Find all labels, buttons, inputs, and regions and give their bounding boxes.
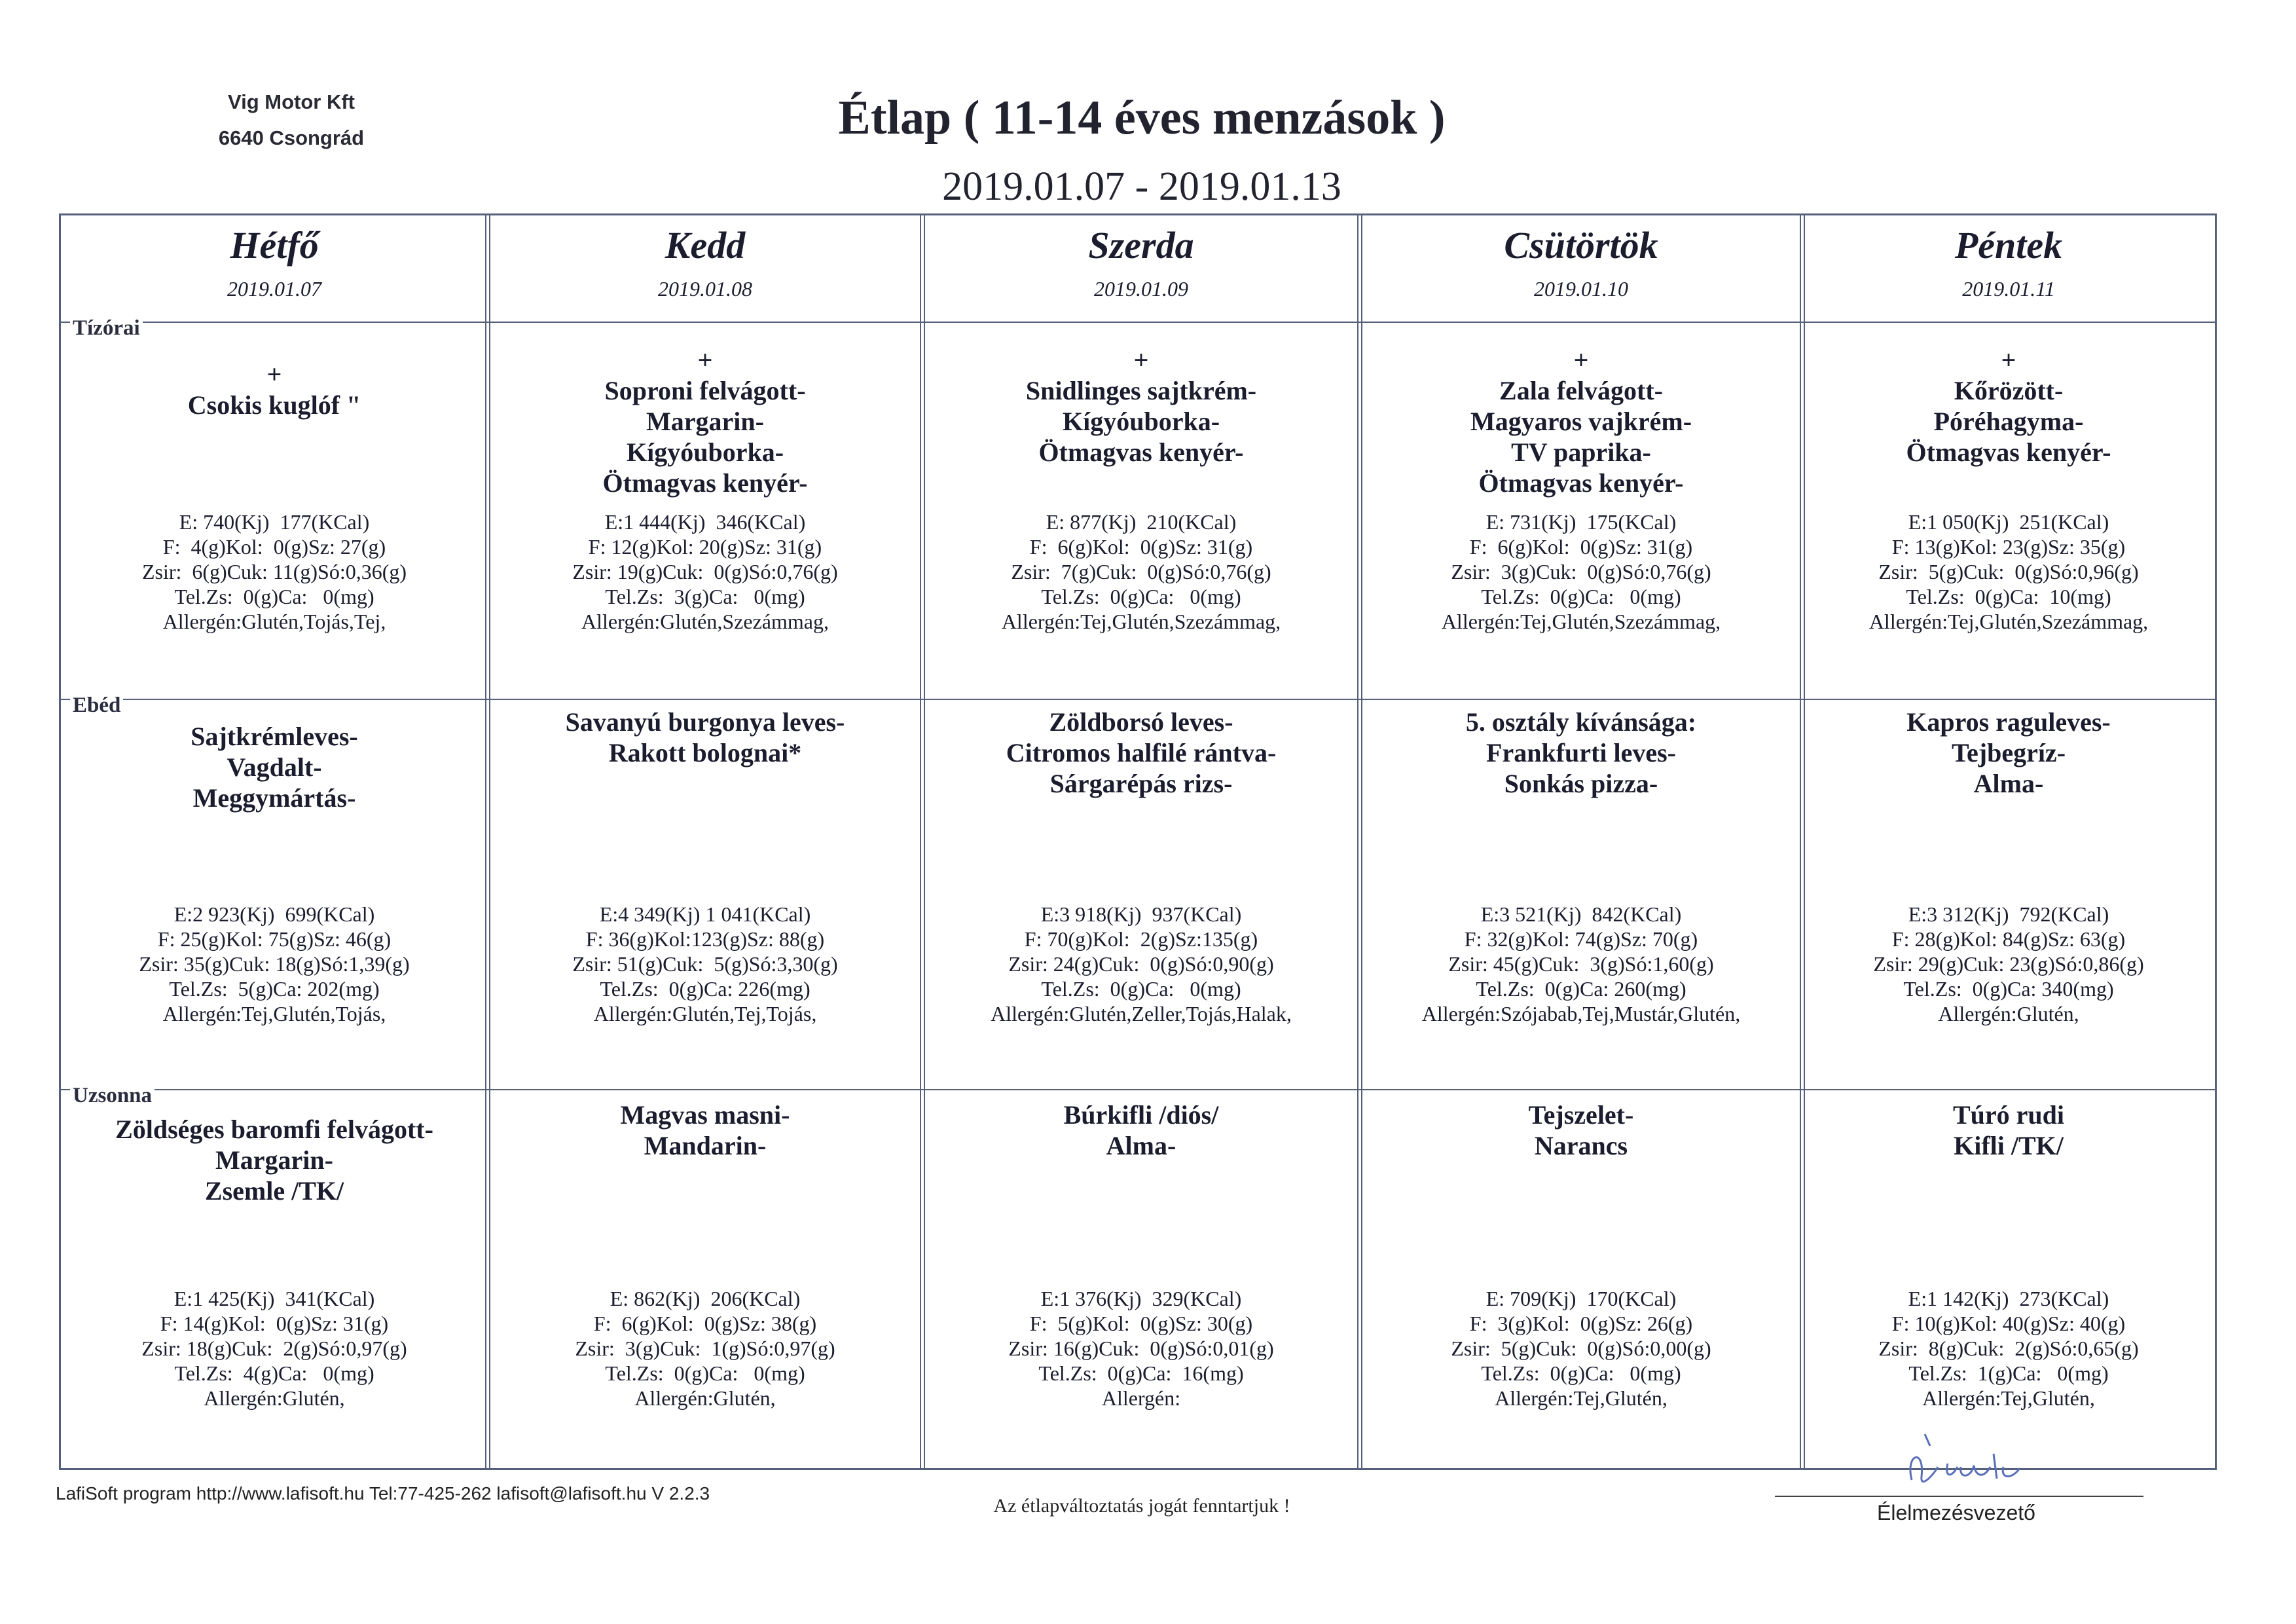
meal-item: Rakott bolognai* — [608, 738, 802, 767]
row-label: Uzsonna — [70, 1084, 155, 1108]
nutrition-line: Zsir: 6(g)Cuk: 11(g)Só:0,36(g) — [141, 560, 407, 583]
day-name: Szerda — [1088, 224, 1194, 267]
meal-items — [61, 359, 488, 420]
nutrition-line: F: 6(g)Kol: 0(g)Sz: 31(g) — [1029, 535, 1253, 559]
meal-item: + — [1573, 345, 1589, 375]
meal-item: Sárgarépás rizs- — [1049, 769, 1233, 798]
nutrition-info — [1802, 509, 2215, 634]
nutrition-line: E:1 376(Kj) 329(KCal) — [1040, 1287, 1242, 1310]
meal-item: Zala felvágott- — [1499, 376, 1663, 405]
meal-items — [1360, 707, 1802, 799]
nutrition-info — [922, 1286, 1360, 1411]
nutrition-line: Zsir: 8(g)Cuk: 2(g)Só:0,65(g) — [1878, 1337, 2139, 1360]
nutrition-line: Tel.Zs: 4(g)Ca: 0(mg) — [174, 1361, 374, 1385]
nutrition-line: Tel.Zs: 0(g)Ca: 0(mg) — [1041, 585, 1241, 608]
nutrition-line: F: 13(g)Kol: 23(g)Sz: 35(g) — [1891, 535, 2126, 559]
nutrition-line: Tel.Zs: 0(g)Ca: 0(mg) — [1481, 585, 1681, 608]
meal-items — [922, 707, 1360, 799]
nutrition-info — [922, 902, 1360, 1026]
day-date: 2019.01.09 — [1094, 277, 1188, 301]
nutrition-line: F: 70(g)Kol: 2(g)Sz:135(g) — [1024, 927, 1258, 951]
meal-item: + — [1133, 345, 1149, 375]
nutrition-line: Allergén:Tej,Glutén,Szezámmag, — [1868, 610, 2149, 633]
meal-item: Sonkás pizza- — [1504, 769, 1658, 798]
meal-item: Tejbegríz- — [1951, 738, 2066, 767]
meal-items — [488, 344, 922, 498]
meal-item: Magyaros vajkrém- — [1470, 407, 1692, 436]
day-column-1 — [488, 215, 922, 1468]
meal-item: Soproni felvágott- — [604, 376, 806, 405]
nutrition-info — [1802, 1286, 2215, 1411]
nutrition-line: Allergén:Tej,Glutén, — [1495, 1386, 1667, 1410]
nutrition-line: Tel.Zs: 0(g)Ca: 260(mg) — [1476, 977, 1686, 1001]
nutrition-line: F: 6(g)Kol: 0(g)Sz: 31(g) — [1469, 535, 1693, 559]
nutrition-line: Zsir: 45(g)Cuk: 3(g)Só:1,60(g) — [1448, 952, 1714, 976]
nutrition-line: E:2 923(Kj) 699(KCal) — [173, 902, 375, 926]
nutrition-info — [488, 509, 922, 634]
nutrition-line: E: 862(Kj) 206(KCal) — [610, 1287, 801, 1310]
meal-item: Mandarin- — [644, 1131, 767, 1160]
meal-item: Kifli /TK/ — [1954, 1131, 2064, 1160]
nutrition-line: Allergén:Tej,Glutén,Szezámmag, — [1001, 610, 1281, 633]
nutrition-line: Allergén:Tej,Glutén,Szezámmag, — [1441, 610, 1721, 633]
nutrition-line: F: 28(g)Kol: 84(g)Sz: 63(g) — [1891, 927, 2126, 951]
meal-item: Ötmagvas kenyér- — [1478, 468, 1684, 498]
day-date: 2019.01.07 — [227, 277, 321, 301]
nutrition-line: Allergén:Szójabab,Tej,Mustár,Glutén, — [1421, 1002, 1741, 1025]
nutrition-line: E: 731(Kj) 175(KCal) — [1485, 510, 1677, 534]
meal-items — [1802, 344, 2215, 468]
nutrition-line: Tel.Zs: 0(g)Ca: 0(mg) — [174, 585, 374, 608]
meal-item: + — [2001, 345, 2016, 375]
day-date: 2019.01.11 — [1962, 277, 2055, 301]
nutrition-line: Zsir: 3(g)Cuk: 0(g)Só:0,76(g) — [1451, 560, 1711, 583]
day-name: Hétfő — [230, 224, 319, 267]
meal-item: + — [266, 360, 282, 389]
meal-item: Túró rudi — [1952, 1100, 2065, 1130]
company-address: 6640 Csongrád — [218, 126, 365, 149]
nutrition-info — [488, 1286, 922, 1411]
signature-title: Élelmezésvezető — [1877, 1501, 2035, 1524]
nutrition-line: Zsir: 18(g)Cuk: 2(g)Só:0,97(g) — [141, 1337, 407, 1360]
nutrition-info — [488, 902, 922, 1026]
meal-item: Kapros raguleves- — [1906, 707, 2111, 737]
meal-items — [922, 344, 1360, 468]
meal-item: Póréhagyma- — [1933, 407, 2084, 436]
date-range: 2019.01.07 - 2019.01.13 — [942, 164, 1341, 209]
meal-item: Ötmagvas kenyér- — [602, 468, 808, 498]
meal-item: 5. osztály kívánsága: — [1465, 707, 1697, 737]
menu-table — [59, 213, 2217, 1470]
meal-items — [1802, 1099, 2215, 1161]
nutrition-line: Allergén:Glutén,Tej,Tojás, — [593, 1002, 817, 1025]
meal-item: Citromos halfilé rántva- — [1006, 738, 1277, 767]
meal-item: Savanyú burgonya leves- — [565, 707, 845, 737]
nutrition-line: Zsir: 16(g)Cuk: 0(g)Só:0,01(g) — [1008, 1337, 1274, 1360]
nutrition-line: Tel.Zs: 0(g)Ca: 226(mg) — [600, 977, 811, 1001]
nutrition-line: E: 877(Kj) 210(KCal) — [1046, 510, 1237, 534]
nutrition-line: E:4 349(Kj) 1 041(KCal) — [599, 902, 811, 926]
nutrition-line: E:1 050(Kj) 251(KCal) — [1908, 510, 2109, 534]
nutrition-line: Tel.Zs: 0(g)Ca: 16(mg) — [1038, 1361, 1244, 1385]
nutrition-line: Allergén:Glutén, — [634, 1386, 776, 1410]
meal-items — [1360, 1099, 1802, 1161]
nutrition-line: F: 5(g)Kol: 0(g)Sz: 30(g) — [1029, 1312, 1253, 1335]
meal-item: Zöldséges baromfi felvágott- — [115, 1115, 433, 1144]
nutrition-info — [1360, 902, 1802, 1026]
meal-item: Kőrözött- — [1954, 376, 2064, 405]
nutrition-line: Zsir: 5(g)Cuk: 0(g)Só:0,00(g) — [1451, 1337, 1711, 1360]
meal-items — [1360, 344, 1802, 498]
row-label: Ebéd — [70, 693, 123, 718]
nutrition-info — [61, 902, 488, 1026]
nutrition-line: E: 740(Kj) 177(KCal) — [179, 510, 370, 534]
meal-item: Snidlinges sajtkrém- — [1025, 376, 1257, 405]
meal-item: Sajtkrémleves- — [191, 722, 358, 751]
meal-item: Margarin- — [646, 407, 764, 436]
nutrition-line: Allergén:Tej,Glutén,Tojás, — [162, 1002, 386, 1025]
meal-item: Meggymártás- — [192, 783, 356, 813]
nutrition-line: Tel.Zs: 3(g)Ca: 0(mg) — [605, 585, 805, 608]
nutrition-line: Allergén:Tej,Glutén, — [1922, 1386, 2095, 1410]
nutrition-line: Zsir: 29(g)Cuk: 23(g)Só:0,86(g) — [1873, 952, 2144, 976]
program-info: LafiSoft program http://www.lafisoft.hu Tel:77-425-262 lafisoft@lafisoft.hu V 2.2.3 — [56, 1483, 710, 1504]
nutrition-line: F: 10(g)Kol: 40(g)Sz: 40(g) — [1891, 1312, 2126, 1335]
nutrition-line: F: 12(g)Kol: 20(g)Sz: 31(g) — [588, 535, 822, 559]
day-column-3 — [1360, 215, 1802, 1468]
nutrition-line: Allergén:Glutén, — [1938, 1002, 2079, 1025]
meal-item: Narancs — [1534, 1131, 1628, 1160]
nutrition-line: Zsir: 3(g)Cuk: 1(g)Só:0,97(g) — [575, 1337, 835, 1360]
day-column-2 — [922, 215, 1360, 1468]
nutrition-line: F: 4(g)Kol: 0(g)Sz: 27(g) — [162, 535, 386, 559]
nutrition-line: Tel.Zs: 5(g)Ca: 202(mg) — [169, 977, 380, 1001]
nutrition-line: Zsir: 5(g)Cuk: 0(g)Só:0,96(g) — [1878, 560, 2139, 583]
nutrition-line: F: 25(g)Kol: 75(g)Sz: 46(g) — [157, 927, 392, 951]
nutrition-line: E:3 521(Kj) 842(KCal) — [1480, 902, 1682, 926]
meal-item: Kígyóuborka- — [626, 437, 784, 467]
nutrition-line: F: 14(g)Kol: 0(g)Sz: 31(g) — [160, 1312, 389, 1335]
day-name: Kedd — [665, 224, 746, 267]
meal-item: Ötmagvas kenyér- — [1038, 437, 1244, 467]
meal-item: Margarin- — [215, 1145, 333, 1175]
signature-line — [1775, 1496, 2143, 1497]
nutrition-info — [61, 509, 488, 634]
nutrition-info — [922, 509, 1360, 634]
signature-image — [1899, 1428, 2069, 1500]
meal-items — [1802, 707, 2215, 799]
nutrition-line: Tel.Zs: 0(g)Ca: 0(mg) — [1481, 1361, 1681, 1385]
nutrition-info — [61, 1286, 488, 1411]
nutrition-line: Tel.Zs: 0(g)Ca: 10(mg) — [1906, 585, 2111, 608]
nutrition-info — [1360, 1286, 1802, 1411]
meal-items — [488, 1099, 922, 1161]
day-name: Péntek — [1954, 224, 2063, 267]
nutrition-line: F: 32(g)Kol: 74(g)Sz: 70(g) — [1464, 927, 1698, 951]
nutrition-line: Zsir: 7(g)Cuk: 0(g)Só:0,76(g) — [1011, 560, 1271, 583]
meal-item: Csokis kuglóf " — [187, 390, 361, 420]
day-date: 2019.01.10 — [1534, 277, 1628, 301]
nutrition-line: Tel.Zs: 0(g)Ca: 0(mg) — [1041, 977, 1241, 1001]
nutrition-line: Zsir: 24(g)Cuk: 0(g)Só:0,90(g) — [1008, 952, 1274, 976]
meal-items — [922, 1099, 1360, 1161]
nutrition-line: Allergén: — [1101, 1386, 1181, 1410]
meal-items — [488, 707, 922, 768]
nutrition-line: Allergén:Glutén,Szezámmag, — [581, 610, 829, 633]
nutrition-line: E:1 142(Kj) 273(KCal) — [1908, 1287, 2109, 1310]
meal-item: Frankfurti leves- — [1486, 738, 1676, 767]
nutrition-line: Allergén:Glutén,Tojás,Tej, — [162, 610, 386, 633]
nutrition-line: E:1 425(Kj) 341(KCal) — [173, 1287, 375, 1310]
meal-item: Zöldborsó leves- — [1049, 707, 1233, 737]
nutrition-line: Zsir: 51(g)Cuk: 5(g)Só:3,30(g) — [572, 952, 838, 976]
row-label: Tízórai — [70, 316, 143, 341]
nutrition-line: E: 709(Kj) 170(KCal) — [1485, 1287, 1677, 1310]
day-date: 2019.01.08 — [658, 277, 752, 301]
nutrition-info — [1802, 902, 2215, 1026]
meal-item: Alma- — [1106, 1131, 1176, 1160]
nutrition-line: E:3 918(Kj) 937(KCal) — [1040, 902, 1242, 926]
meal-items — [61, 721, 488, 813]
meal-item: Kígyóuborka- — [1062, 407, 1220, 436]
nutrition-line: Allergén:Glutén, — [204, 1386, 345, 1410]
company-name: Vig Motor Kft — [227, 90, 355, 113]
page-title: Étlap ( 11-14 éves menzások ) — [838, 91, 1446, 145]
meal-item: Búrkifli /diós/ — [1063, 1100, 1219, 1130]
meal-item: Magvas masni- — [620, 1100, 790, 1130]
meal-item: Ötmagvas kenyér- — [1906, 437, 2111, 467]
nutrition-info — [1360, 509, 1802, 634]
nutrition-line: Zsir: 19(g)Cuk: 0(g)Só:0,76(g) — [572, 560, 838, 583]
nutrition-line: Allergén:Glutén,Zeller,Tojás,Halak, — [991, 1002, 1292, 1025]
nutrition-line: E:3 312(Kj) 792(KCal) — [1908, 902, 2109, 926]
meal-item: Zsemle /TK/ — [204, 1176, 344, 1206]
nutrition-line: Tel.Zs: 0(g)Ca: 0(mg) — [605, 1361, 805, 1385]
day-column-4 — [1802, 215, 2215, 1468]
meal-item: + — [697, 345, 713, 375]
meal-item: Tejszelet- — [1528, 1100, 1634, 1130]
nutrition-line: Zsir: 35(g)Cuk: 18(g)Só:1,39(g) — [139, 952, 410, 976]
meal-item: Vagdalt- — [227, 752, 322, 782]
nutrition-line: Tel.Zs: 1(g)Ca: 0(mg) — [1908, 1361, 2109, 1385]
nutrition-line: F: 36(g)Kol:123(g)Sz: 88(g) — [585, 927, 825, 951]
meal-items — [61, 1114, 488, 1206]
disclaimer: Az étlapváltoztatás jogát fenntartjuk ! — [993, 1495, 1290, 1517]
day-column-0 — [61, 215, 488, 1468]
meal-item: TV paprika- — [1511, 437, 1651, 467]
nutrition-line: F: 3(g)Kol: 0(g)Sz: 26(g) — [1469, 1312, 1693, 1335]
nutrition-line: Tel.Zs: 0(g)Ca: 340(mg) — [1903, 977, 2114, 1001]
meal-item: Alma- — [1973, 769, 2044, 798]
nutrition-line: E:1 444(Kj) 346(KCal) — [604, 510, 806, 534]
nutrition-line: F: 6(g)Kol: 0(g)Sz: 38(g) — [593, 1312, 817, 1335]
day-name: Csütörtök — [1504, 224, 1658, 267]
